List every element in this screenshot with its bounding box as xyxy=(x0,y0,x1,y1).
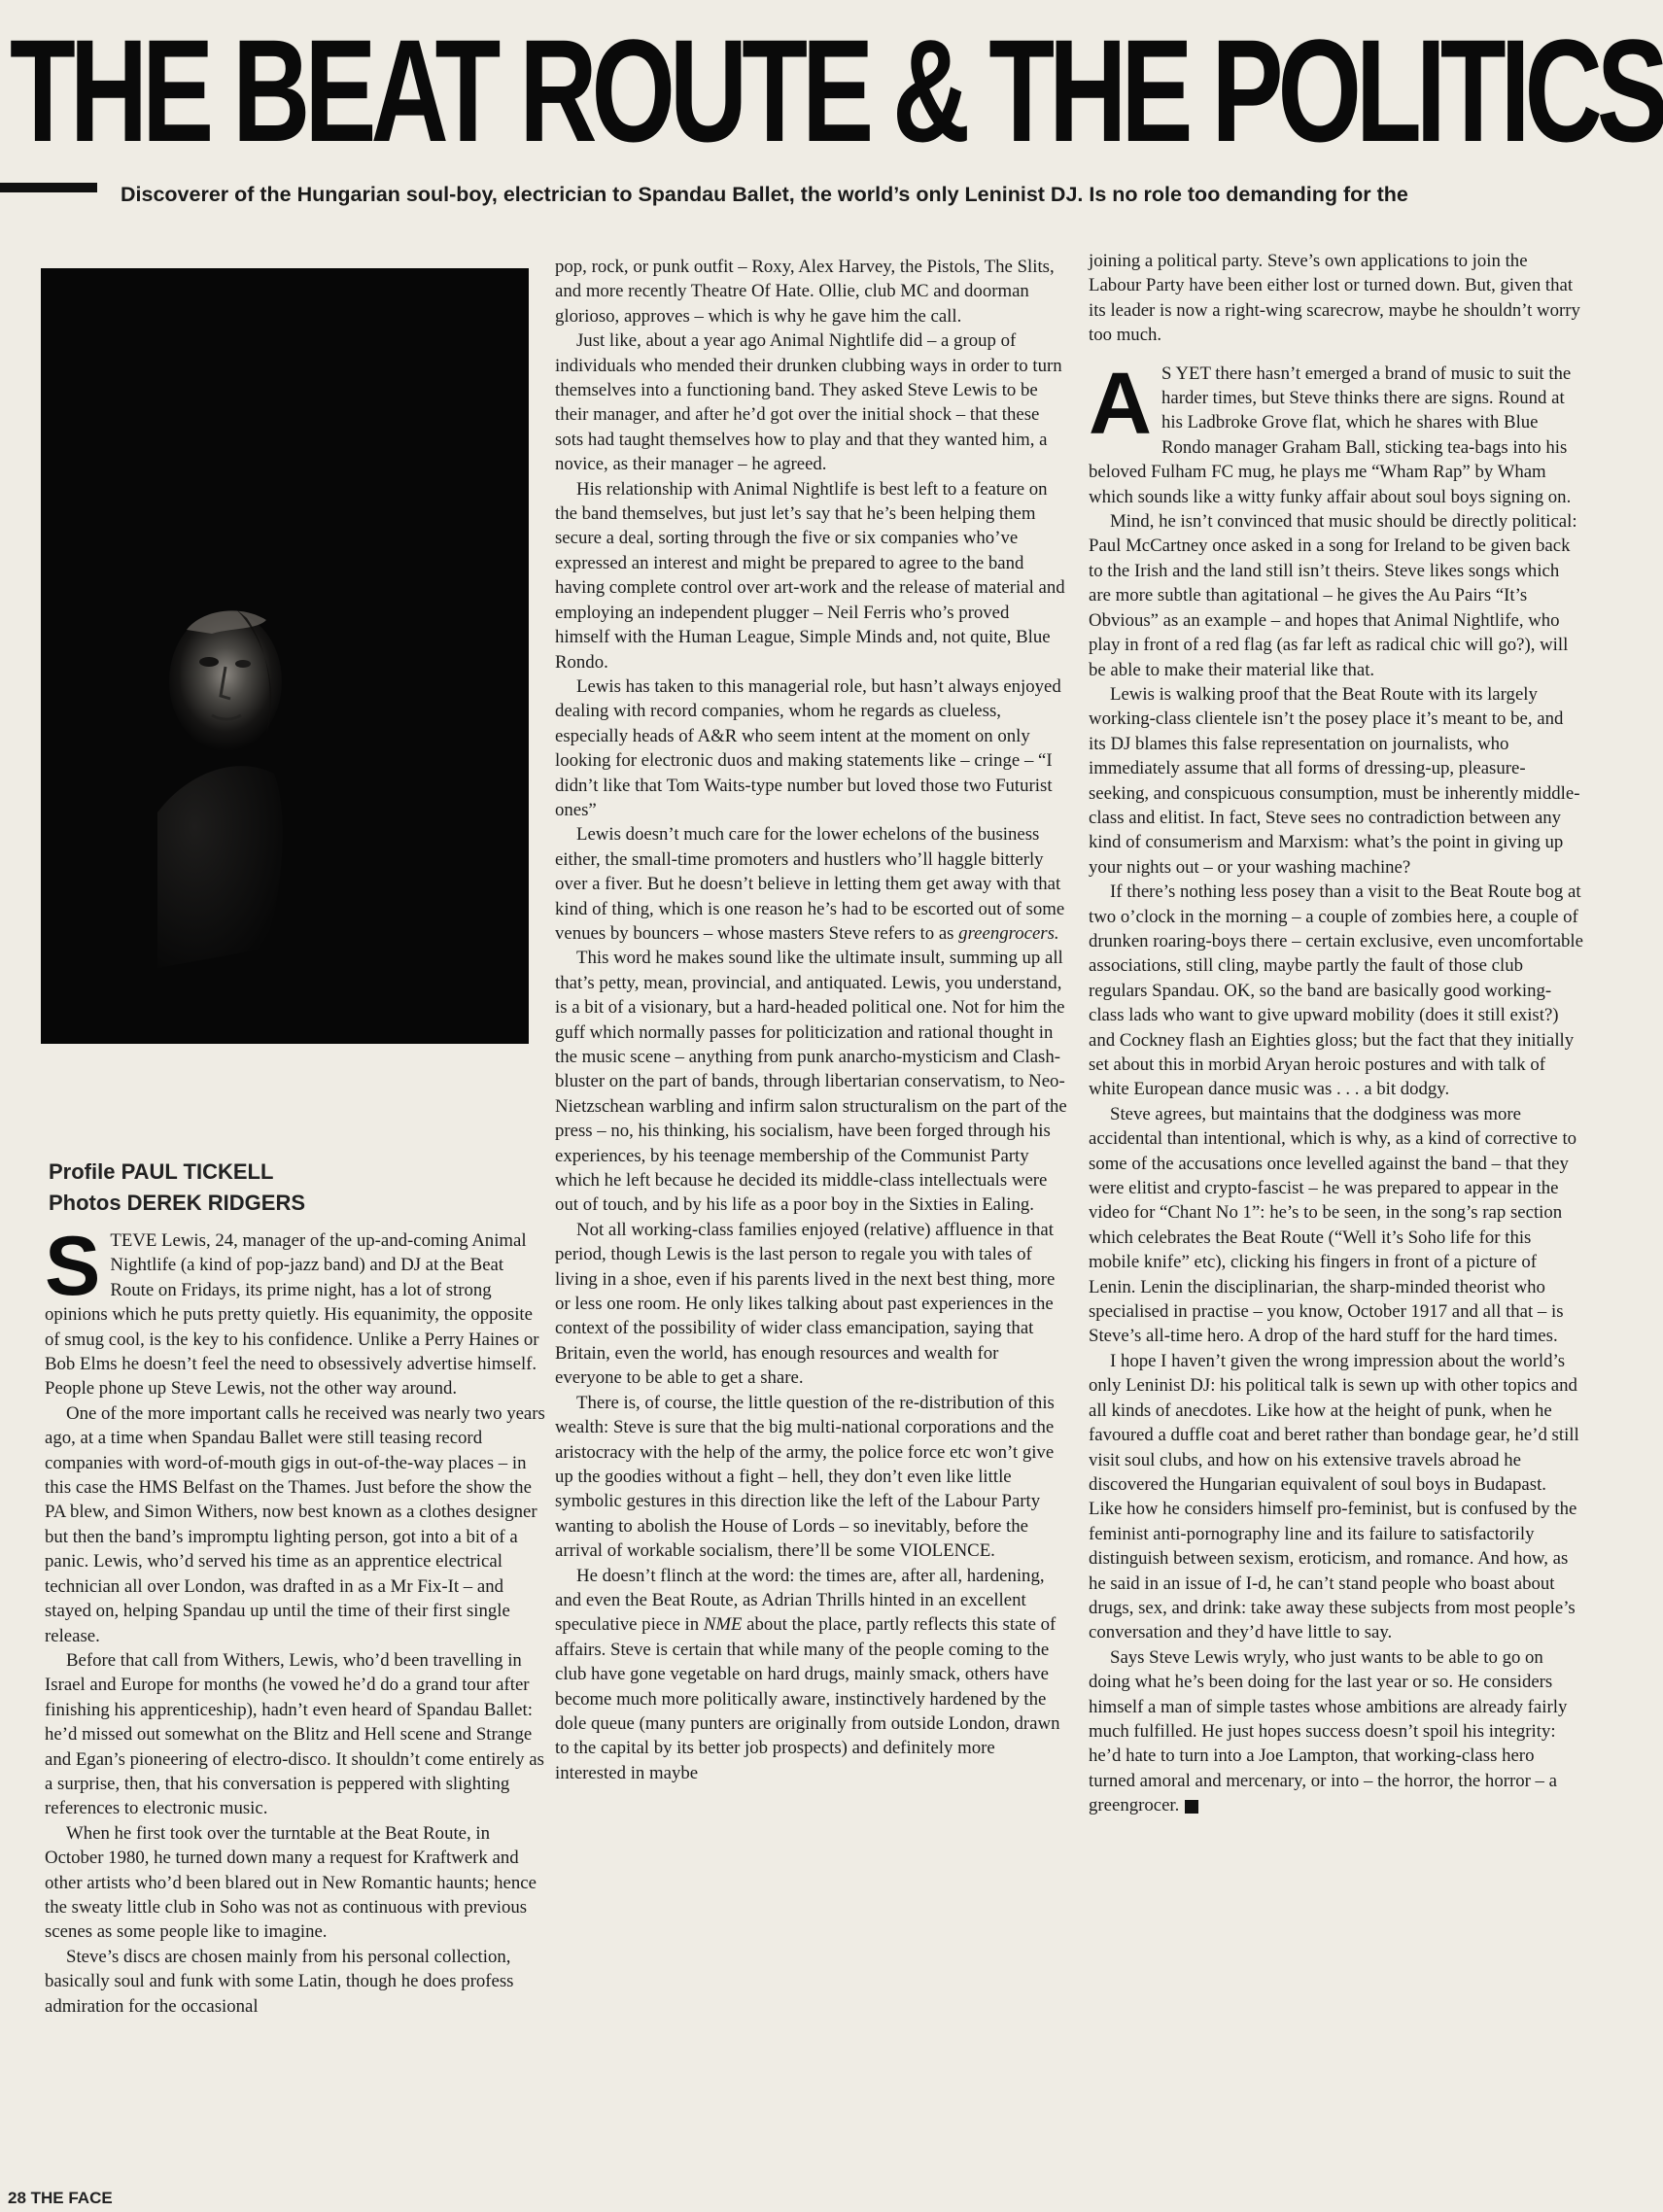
article-column-3 xyxy=(1089,249,1584,1818)
paragraph: If there’s nothing less posey than a visit to the Beat Route bog at two o’clock in the morning – a couple of zombies here, a couple of drunken roaring-boys there – certain exclusive, even uncomfortable associations, still cling, maybe partly the fault of those club regulars Spandau. OK, so the band are basically good working-class lads who want to give upward mobility (does it still exist?) and Cockney flash an Eighties gloss; but the fact that they initially set about this in morbid Aryan heroic postures and with talk of white European dance music was . . . a bit dodgy. xyxy=(1089,881,1583,1100)
paragraph: Lewis has taken to this managerial role, but hasn’t always enjoyed dealing with record companies, whom he regards as clueless, especially heads of A&R who seem intent at the moment on only looking for electronic duos and making statements like – cringe – “I didn’t like that Tom Waits-type number but loved those two Futurist ones” xyxy=(555,675,1061,820)
paragraph: When he first took over the turntable at the Beat Route, in October 1980, he turned down many a request for Kraftwerk and other artists who’d been blared out in New Romantic haunts; hence the sweaty little club in Soho was not as continuous with previous scenes as some people like to imagine. xyxy=(45,1822,537,1943)
photo-credit: Photos DEREK RIDGERS xyxy=(49,1191,306,1215)
dek-rule xyxy=(0,183,97,192)
paragraph: pop, rock, or punk outfit – Roxy, Alex Harvey, the Pistols, The Slits, and more recently Theatre Of Hate. Ollie, club MC and doorman glorioso, approves – which is why he gave him the call. xyxy=(555,257,1055,327)
paragraph: I hope I haven’t given the wrong impression about the world’s only Leninist DJ: his political talk is sewn up with other topics and all kinds of anecdotes. Like how at the height of punk, when he favoured a duffle coat and beret rather than bondage gear, he’d still visit soul clubs, and how on his extensive travels abroad he discovered the Hungarian equivalent of soul boys in Budapast. Like how he considers himself pro-feminist, but is confused by the feminist anti-pornography line and its failure to satisfactorily distinguish between sexism, eroticism, and romance. And how, as he said in an issue of I-d, he can’t stand people who boast about drugs, sex, and drink: take away these subjects from most people’s conversation and they’d have little to say. xyxy=(1089,1350,1579,1643)
article-column-2 xyxy=(555,255,1068,1785)
paragraph: STEVE Lewis, 24, manager of the up-and-coming Animal Nightlife (a kind of pop-jazz band) and DJ at the Beat Route on Fridays, its prime night, has a lot of strong opinions which he puts pretty quietly. His equanimity, the opposite of smug cool, is the key to his confidence. Unlike a Perry Haines or Bob Elms he doesn’t feel the need to obsessively advertise himself. People phone up Steve Lewis, not the other way around. xyxy=(45,1220,539,1400)
profile-credit: Profile PAUL TICKELL xyxy=(49,1159,274,1184)
paragraph: A S YET there hasn’t emerged a brand of music to suit the harder times, but Steve thinks there are signs. Round at his Ladbroke Grove flat, which he shares with Blue Rondo manager Graham Ball, sticking tea-bags into his beloved Fulham FC mug, he plays me “Wham Rap” by Wham which sounds like a witty funky affair about soul boys signing on. xyxy=(1089,355,1572,507)
paragraph: Just like, about a year ago Animal Nightlife did – a group of individuals who mended their drunken clubbing ways in order to turn themselves into a functioning band. They asked Steve Lewis to be their manager, and after he’d got over the initial shock – that these sots had taught themselves how to play and that they wanted him, a novice, as their manager – he agreed. xyxy=(555,330,1062,475)
article-column-1 xyxy=(45,1220,548,2019)
paragraph: Steve agrees, but maintains that the dodginess was more accidental than intentional, which is why, as a kind of corrective to some of the accusations once levelled against the band – that they were elitist and crypto-fascist – he was prepared to appear in the video for “Chant No 1”: he’s to be seen, in the song’s rap section which celebrates the Beat Route (“Well it’s Soho life for this mobile knife” etc), clicking his fingers in front of a picture of Lenin. Lenin the disciplinarian, the sharp-minded theorist who specialised in practise – you know, October 1917 and all that – is Steve’s all-time hero. A drop of the hard stuff for the hard times. xyxy=(1089,1103,1577,1347)
portrait-photo xyxy=(41,268,529,1044)
paragraph: One of the more important calls he received was nearly two years ago, at a time when Spandau Ballet were still teasing record companies with word-of-mouth gigs in out-of-the-way places – in this case the HMS Belfast on the Thames. Just before the show the PA blew, and Simon Withers, now best known as a clothes designer but then the band’s impromptu lighting person, got into a bit of a panic. Lewis, who’d served his time as an apprentice electrical technician all over London, was drafted in as a Mr Fix-It – and stayed on, helping Spandau up until the time of their first single release. xyxy=(45,1402,545,1646)
byline xyxy=(49,1157,515,1219)
paragraph: Lewis doesn’t much care for the lower echelons of the business either, the small-time promoters and hustlers who’ll haggle bitterly over a fiver. But he doesn’t believe in letting them get away with that kind of thing, which is one reason he’s had to be escorted out of some venues by bouncers – whose masters Steve refers to as greengrocers. xyxy=(555,824,1065,944)
paragraph: Not all working-class families enjoyed (relative) affluence in that period, though Lewis is the last person to regale you with tales of living in a shoe, even if his parents lived in the next best thing, more or less one room. He only likes talking about past experiences in the context of the possibility of wider class emancipation, saying that Britain, even the world, has enough resources and wealth for everyone to be able to get a share. xyxy=(555,1219,1056,1389)
italic-publication: NME xyxy=(703,1614,743,1636)
portrait-image xyxy=(41,268,529,1044)
paragraph: He doesn’t flinch at the word: the times are, after all, hardening, and even the Beat Route, as Adrian Thrills hinted in an excellent speculative piece in NME about the place, partly reflects this state of affairs. Steve is certain that while many of the people coming to the club have gone vegetable on hard drugs, mainly smack, others have become much more politically aware, instinctively hardened by the dole queue (many punters are originally from outside London, drawn to the capital by its better job prospects) and definitely more interested in maybe xyxy=(555,1565,1060,1783)
end-mark-icon xyxy=(1185,1800,1198,1814)
paragraph: His relationship with Animal Nightlife is best left to a feature on the band themselves, but just let’s say that he’s been helping them secure a deal, sorting through the five or six companies who’ve expressed an interest and might be prepared to agree to the band having complete control over art-work and the release of material and employing an independent plugger – Neil Ferris who’s proved himself with the Human League, Simple Minds and, not quite, Blue Rondo. xyxy=(555,478,1065,673)
paragraph: Before that call from Withers, Lewis, who’d been travelling in Israel and Europe for months (he vowed he’d do a grand tour after finishing his apprenticeship), hadn’t even heard of Spandau Ballet: he’d missed out somewhat on the Blitz and Hell scene and Strange and Egan’s pioneering of electro-disco. It shouldn’t come entirely as a surprise, then, that his conversation is peppered with slighting references to electronic music. xyxy=(45,1649,544,1819)
italic-term: greengrocers. xyxy=(958,922,1059,944)
paragraph: joining a political party. Steve’s own applications to join the Labour Party have been either lost or turned down. But, given that its leader is now a right-wing scarecrow, maybe he shouldn’t worry too much. xyxy=(1089,251,1580,346)
paragraph: Steve’s discs are chosen mainly from his personal collection, basically soul and funk with some Latin, though he does profess admiration for the occasional xyxy=(45,1946,514,2017)
headline: THE BEAT ROUTE & THE POLITICS xyxy=(10,9,1663,172)
paragraph: This word he makes sound like the ultimate insult, summing up all that’s petty, mean, provincial, and antiquated. Lewis, you understand, is a bit of a visionary, but a hard-headed political one. Not for him the guff which normally passes for politicization and rational thought in the music scene – anything from punk anarcho-mysticism and Clash-bluster on the part of bands, through libertarian conservatism, to Neo-Nietzschean warbling and infirm salon structuralism on the part of the press – no, his thinking, his socialism, have been forged through his experiences, by his teenage membership of the Communist Party which he left because he decided its middle-class intellectuals were out of touch, and by his life as a poor boy in the Sixties in Ealing. xyxy=(555,948,1067,1216)
paragraph: Mind, he isn’t convinced that music should be directly political: Paul McCartney once asked in a song for Ireland to be given back to the Irish and the land still isn’t theirs. Steve likes songs which are more subtle than agitational – he gives the Au Pairs “It’s Obvious” as an example – and hopes that Animal Nightlife, who play in front of a red flag (as far left as radical chic will go?), will be able to make their material like that. xyxy=(1089,511,1577,680)
paragraph: There is, of course, the little question of the re-distribution of this wealth: Steve is sure that the big multi-national corporations and the aristocracy with the help of the army, the police force etc won’t give up the goodies without a fight – hell, they don’t even like little symbolic gestures in this direction like the left of the Labour Party wanting to abolish the House of Lords – so inevitably, before the arrival of workable socialism, there’ll be some VIOLENCE. xyxy=(555,1392,1055,1562)
paragraph: Lewis is walking proof that the Beat Route with its largely working-class clientele isn’t the posey place it’s meant to be, and its DJ blames this false representation on journalists, who immediately assume that all forms of dressing-up, pleasure-seeking, and conspicuous consumption, must be inherently middle-class and elitist. In fact, Steve sees no contradiction between any kind of consumerism and Marxism: what’s the point in giving up your nights out – or your washing machine? xyxy=(1089,683,1580,878)
page-folio: 28 THE FACE xyxy=(8,2189,113,2207)
paragraph: Says Steve Lewis wryly, who just wants to be able to go on doing what he’s been doing for the last year or so. He considers himself a man of simple tastes whose ambitions are already fairly much fulfilled. He just hopes success doesn’t spoil his integrity: he’d hate to turn into a Joe Lampton, that working-class hero turned amoral and mercenary, or into – the horror, the horror – a greengrocer. xyxy=(1089,1646,1568,1816)
drop-cap: S xyxy=(45,1220,101,1313)
drop-cap: A xyxy=(1089,355,1152,453)
standfirst: Discoverer of the Hungarian soul-boy, electrician to Spandau Ballet, the world’s only Leninist DJ. Is no role too demanding for the xyxy=(121,183,1408,206)
